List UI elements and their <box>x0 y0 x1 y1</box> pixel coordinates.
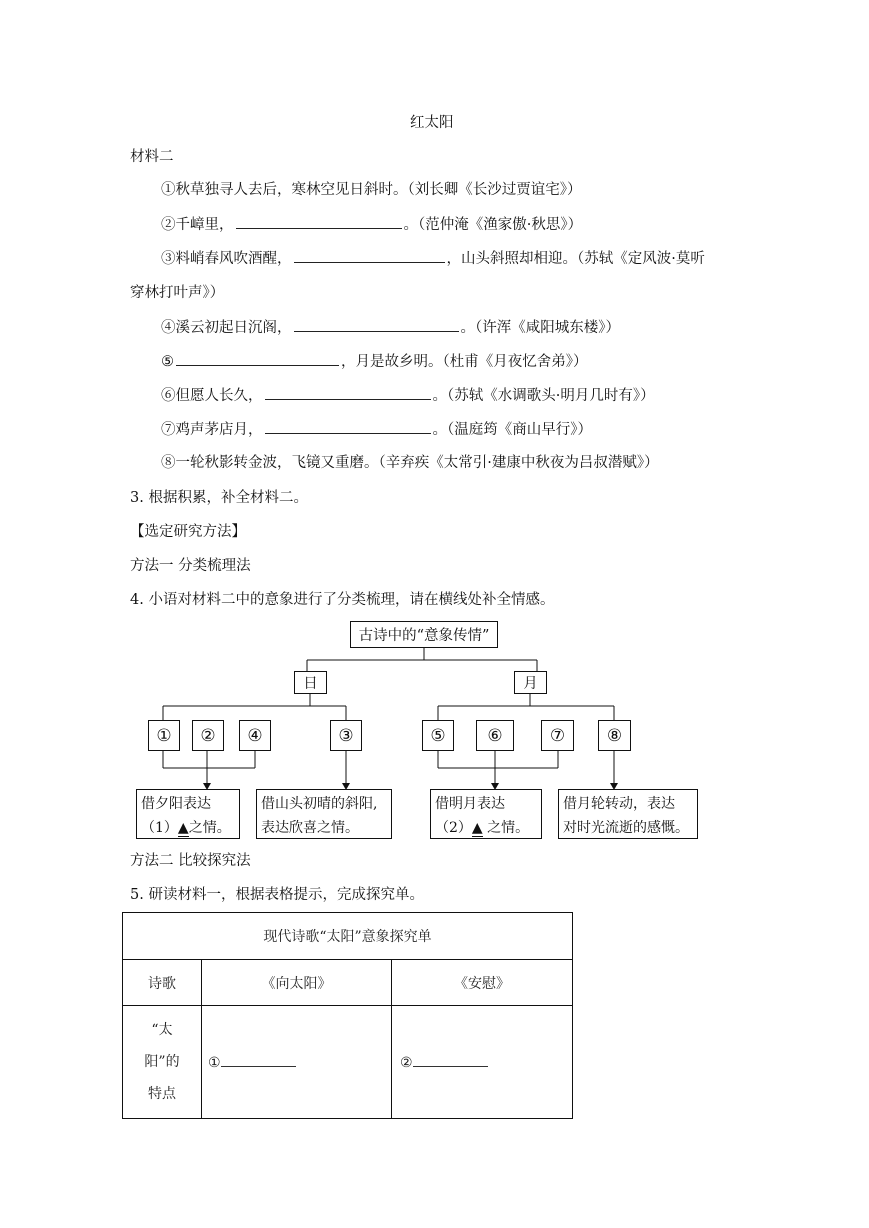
node-sun: 日 <box>294 671 327 694</box>
diagram-root: 古诗中的“意象传情” <box>350 621 498 648</box>
section-method: 【选定研究方法】 <box>130 524 246 540</box>
table-cell-answer-2[interactable]: ② <box>392 1006 573 1119</box>
question-5: 5. 研读材料一，根据表格提示，完成探究单。 <box>130 887 424 903</box>
table-title: 现代诗歌“太阳”意象探究单 <box>123 913 573 960</box>
line-5-start: ⑤ <box>161 354 174 370</box>
node-item-3: ③ <box>330 720 362 751</box>
answer-marker-2[interactable]: ▲ <box>471 820 483 836</box>
node-item-5: ⑤ <box>422 720 454 751</box>
desc-moon <box>430 789 542 839</box>
desc-moon-wheel <box>558 789 698 839</box>
line-3-end: ，山头斜照却相迎。（苏轼《定风波·莫听 <box>446 251 705 267</box>
table-cell-answer-1[interactable]: ① <box>202 1006 392 1119</box>
node-item-6: ⑥ <box>476 720 514 751</box>
node-item-7: ⑦ <box>541 720 574 751</box>
poem-line-1: ①秋草独寻人去后，寒林空见日斜时。（刘长卿《长沙过贾谊宅》） <box>161 182 582 198</box>
line-2-start: ②千嶂里， <box>161 217 234 233</box>
answer-marker-1[interactable]: ▲ <box>177 820 189 836</box>
table-header-poem-2: 《安慰》 <box>392 960 573 1006</box>
heading: 红太阳 <box>410 115 454 131</box>
method-1: 方法一 分类梳理法 <box>130 558 251 574</box>
poem-line-8: ⑧一轮秋影转金波，飞镜又重磨。（辛弃疾《太常引·建康中秋夜为吕叔潜赋》） <box>161 455 659 471</box>
line-3-start: ③料峭春风吹酒醒， <box>161 251 292 267</box>
desc-sunny-line-2: 表达欣喜之情。 <box>261 820 359 836</box>
node-item-4: ④ <box>239 720 271 751</box>
desc-sunny-line-1: 借山头初晴的斜阳, <box>261 796 378 812</box>
line-7-start: ⑦鸡声茅店月， <box>161 422 263 438</box>
node-item-8: ⑧ <box>598 720 631 751</box>
node-item-2: ② <box>192 720 224 751</box>
table-header-poem-1: 《向太阳》 <box>202 960 392 1006</box>
poem-line-3-cont: 穿林打叶声》） <box>130 285 225 301</box>
desc-wheel-line-2: 对时光流逝的感慨。 <box>563 820 689 836</box>
desc-wheel-line-1: 借月轮转动，表达 <box>563 796 675 812</box>
desc-sunset-line-1: 借夕阳表达 <box>141 796 211 812</box>
desc-moon-line-1: 借明月表达 <box>435 796 505 812</box>
line-5-end: ，月是故乡明。（杜甫《月夜忆舍弟》） <box>341 354 588 370</box>
table-header-poem: 诗歌 <box>123 960 202 1006</box>
node-item-1: ① <box>148 720 180 751</box>
line-6-start: ⑥但愿人长久， <box>161 388 263 404</box>
line-6-end: 。（苏轼《水调歌头·明月几时有》） <box>432 388 655 404</box>
desc-sunset-line-2: （1）▲之情。 <box>141 820 231 836</box>
method-2: 方法二 比较探究法 <box>130 853 251 869</box>
probe-table <box>122 912 573 1119</box>
desc-sunset <box>136 789 240 839</box>
desc-moon-line-2: （2）▲ 之情。 <box>435 820 530 836</box>
question-4: 4. 小语对材料二中的意象进行了分类梳理，请在横线处补全情感。 <box>130 592 555 608</box>
table-row-label: “太 阳”的 特点 <box>123 1006 202 1119</box>
node-moon: 月 <box>514 671 547 694</box>
material-title: 材料二 <box>130 149 174 165</box>
line-7-end: 。（温庭筠《商山早行》） <box>432 422 592 438</box>
question-3: 3. 根据积累，补全材料二。 <box>130 490 308 506</box>
line-4-end: 。（许浑《咸阳城东楼》） <box>460 320 620 336</box>
line-4-start: ④溪云初起日沉阁， <box>161 320 292 336</box>
desc-sunny-sunset <box>256 789 392 839</box>
table-blank-1[interactable] <box>221 1054 296 1067</box>
table-blank-2[interactable] <box>413 1054 488 1067</box>
line-2-end: 。（范仲淹《渔家傲·秋思》） <box>403 217 583 233</box>
